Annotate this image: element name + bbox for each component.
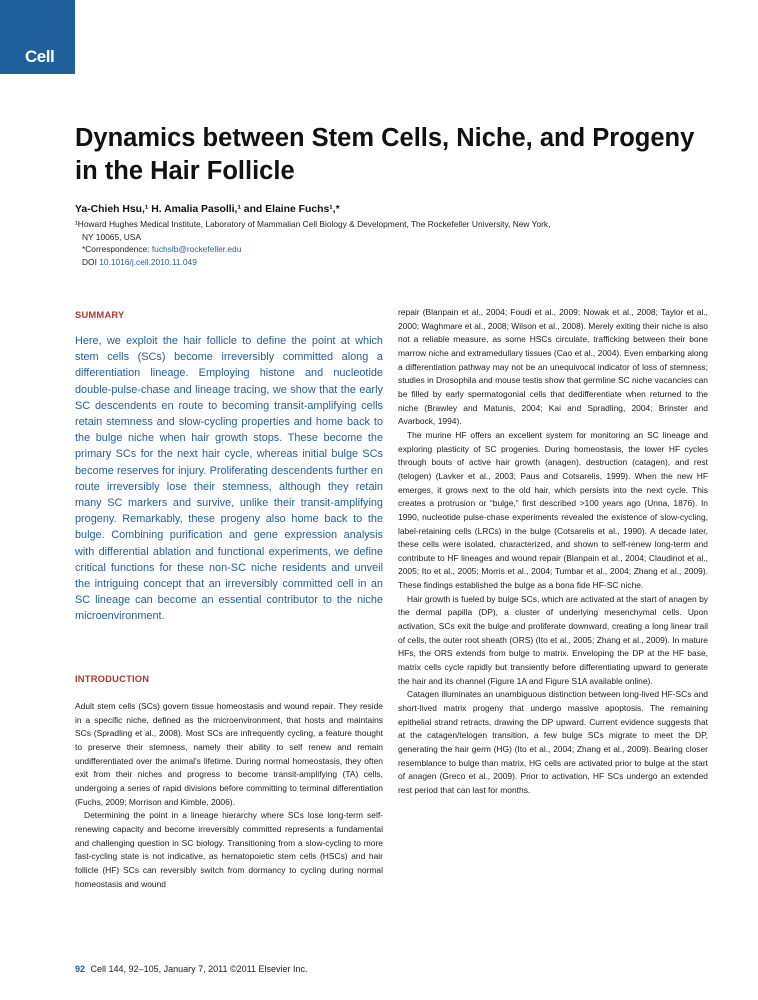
affiliation-line-2: NY 10065, USA: [82, 231, 141, 242]
page-number: 92: [75, 964, 86, 974]
doi-line: [75, 256, 685, 269]
correspondence: [75, 243, 685, 256]
doi-label: DOI: [82, 256, 100, 267]
body-column-left: [75, 700, 383, 891]
article-title: Dynamics between Stem Cells, Niche, and Progeny in the Hair Follicle: [75, 124, 695, 185]
body-column-right: [398, 306, 708, 798]
body-paragraph: Catagen illuminates an unambiguous distinction between long-lived HF-SCs and short-lived matrix progeny that undergo massive apoptosis. The remaining epithelial strand retracts, drawing the DP upward. Current evidence suggests that at the catagen/telogen transition, a few bulge SCs migrate to meet the DP, generating the hair germ (HG) (Ito et al., 2004; Zhang et al., 2009). Bearing closer resemblance to bulge than matrix, HG cells are activated prior to bulge at the start of anagen (Greco et al., 2009). Prior to activation, HF SCs undergo an extended rest period that can last for months.: [398, 689, 708, 795]
introduction-heading: INTRODUCTION: [75, 673, 150, 684]
page-footer: [75, 964, 307, 974]
author-list: Ya-Chieh Hsu,¹ H. Amalia Pasolli,¹ and Elaine Fuchs¹,*: [75, 204, 340, 215]
body-paragraph: The murine HF offers an excellent system for monitoring an SC lineage and exploring plasticity of SC progenies. During homeostasis, the lower HF cycles through bouts of active hair growth (anagen), destruction (catagen), and rest (telogen) (Lavker et al., 2003; Paus and Cotsarelis, 1999). When the new HF emerges, it grows next to the old hair, which persists into the next cycle. This creates a protrusion or “bulge,” first described >100 years ago (Unna, 1876). In 1990, nucleotide pulse-chase experiments revealed the existence of slow-cycling, label-retaining cells (LRCs) in the bulge (Cotsarelis et al., 1990). A decade later, these cells were isolated, characterized, and shown to self-renew long-term and contribute to HF lineages and wound repair (Blanpain et al., 2004; Claudinot et al., 2005; Ito et al., 2005; Morris et al., 2004; Tumbar et al., 2004; Zhang et al., 2009). These findings established the bulge as a bona fide HF-SC niche.: [398, 429, 708, 591]
body-paragraph: Adult stem cells (SCs) govern tissue homeostasis and wound repair. They reside in a specific niche, defined as the microenvironment, that hosts and maintains SCs (Spradling et al., 2008). Most SCs are infrequently cycling, a feature thought to preserve their stemness, namely their ability to self renew and remain undifferentiated over the animal's lifetime. During normal homeostasis, they often exit from their niches and progress to become transit-amplifying (TA) cells, undergoing a series of rapid divisions before committing to terminal differentiation (Fuchs, 2009; Morrison and Kimble, 2006).: [75, 701, 383, 807]
journal-citation: Cell 144, 92–105, January 7, 2011 ©2011 Elsevier Inc.: [90, 964, 308, 974]
correspondence-label: *Correspondence:: [82, 244, 152, 254]
summary-heading: SUMMARY: [75, 309, 125, 320]
journal-logo-text: Cell: [25, 47, 55, 66]
journal-logo: [0, 0, 75, 74]
affiliation-line: ¹Howard Hughes Medical Institute, Laboratory of Mammalian Cell Biology & Development, The Rockefeller University, New York,: [75, 219, 551, 229]
summary-text: Here, we exploit the hair follicle to define the point at which stem cells (SCs) become irreversibly committed along a differentiation lineage. Employing histone and nucleotide double-pulse-chase and lineage tracing, we show that the early SC descendents en route to becoming transit-amplifying cells retain stemness and slow-cycling properties and home back to the bulge niche when hair growth stops. These become the primary SCs for the next hair cycle, whereas initial bulge SCs become reserves for injury. Proliferating descendents further en route irreversibly lose their stemness, although they retain many SC markers and survive, unlike their transit-amplifying progeny. Remarkably, these progeny also home back to the bulge. Combining purification and gene expression analysis with differential ablation and functional experiments, we define critical functions for these non-SC niche residents and unveil the intriguing concept that an irreversibly committed cell in an SC lineage can become an essential contributor to the niche microenvironment.: [75, 335, 383, 623]
body-paragraph: Determining the point in a lineage hierarchy where SCs lose long-term self-renewing capacity and become irreversibly committed represents a fundamental and challenging question in SC biology. Transitioning from a slow-cycling to more fast-cycling state is not indicative, as hematopoietic stem cells (HSCs) and hair follicle (HF) SCs can reversibly switch from dormancy to cycling during normal homeostasis and wound: [75, 810, 383, 889]
body-paragraph: repair (Blanpain et al., 2004; Foudi et al., 2009; Nowak et al., 2008; Taylor et al., 2000; Waghmare et al., 2008; Wilson et al., 2008). Merely exiting their niche is also not a reliable measure, as some HSCs circulate, trafficking between their bone marrow niche and extramedullary tissues (Cao et al., 2004). Even embarking along a differentiation pathway may not be an unequivocal indicator of loss of stemness; studies in Drosophila and mouse testis show that germline SC niche vacancies can be filled by early spermatogonial cells that dedifferentiate when returned to the niche (Brawley and Matunis, 2004; Kai and Spradling, 2004; Brinster and Avarbock, 1994).: [398, 307, 709, 427]
correspondence-email-link[interactable]: fuchslb@rockefeller.edu: [151, 244, 242, 254]
article-metadata: [75, 218, 685, 268]
doi-link[interactable]: 10.1016/j.cell.2010.11.049: [99, 256, 197, 267]
body-paragraph: Hair growth is fueled by bulge SCs, which are activated at the start of anagen by the dermal papilla (DP), a cluster of underlying mesenchymal cells. Upon activation, SCs exit the bulge and proliferate downward, creating a long linear trail of cells, the outer root sheath (ORS) (Ito et al., 2005; Zhang et al., 2009). In mature HFs, the ORS extends from bulge to matrix. Enveloping the DP at the HF base, matrix cells cycle rapidly but transiently before differentiating upward to generate the hair and its channel (Figure 1A and Figure S1A available online).: [398, 593, 708, 686]
